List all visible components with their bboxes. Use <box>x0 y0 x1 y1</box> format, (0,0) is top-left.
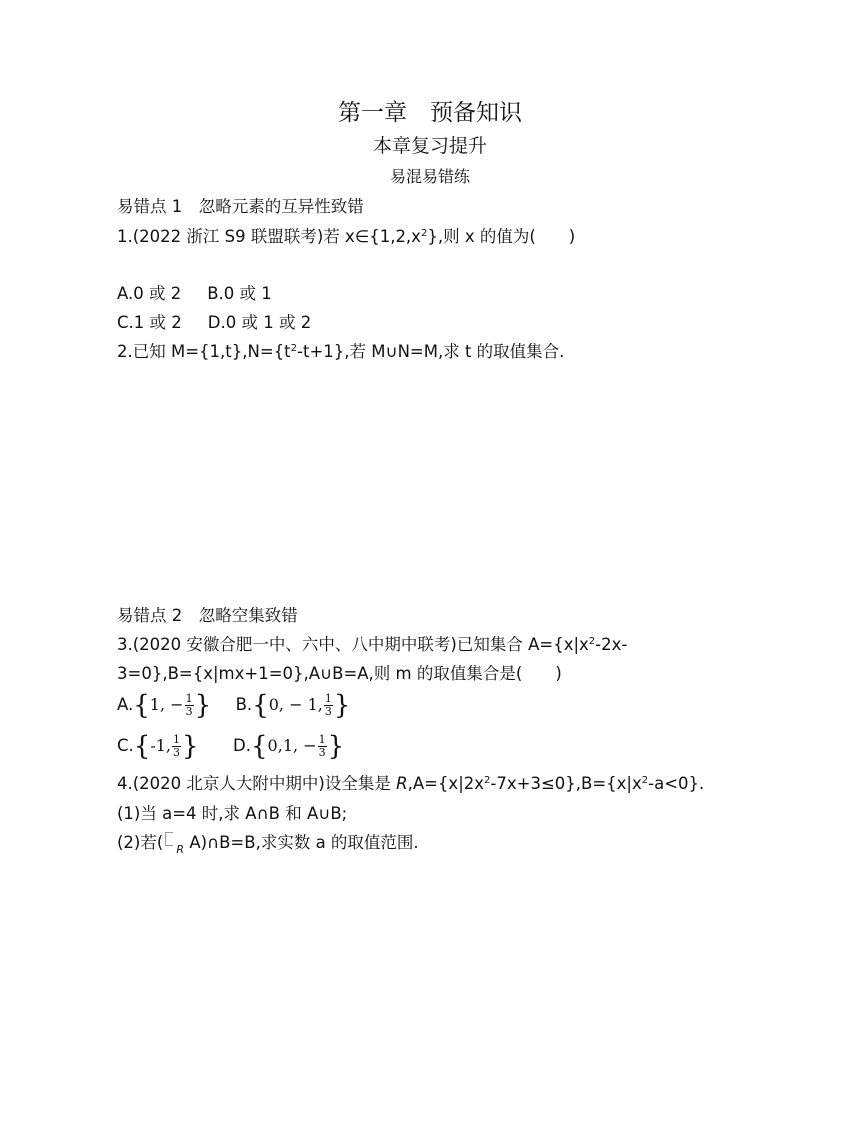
option-c-elements: -1, <box>150 736 171 755</box>
question-3-line-1 <box>117 633 627 657</box>
complement-subscript: R <box>176 843 184 856</box>
option-d: D.0 或 1 或 2 <box>207 313 312 332</box>
question-1-options-row-1 <box>117 282 272 306</box>
question-3-sup: 2 <box>588 636 596 647</box>
right-brace: } <box>194 690 212 721</box>
question-1-sup: 2 <box>420 228 428 239</box>
answer-blank-close: ) <box>568 227 576 246</box>
option-d-label: D. <box>233 736 251 755</box>
complement-symbol-icon <box>163 832 189 856</box>
fraction-numerator: 1 <box>173 733 180 746</box>
fraction-denominator: 3 <box>173 746 180 759</box>
question-4-part-1: (1)当 a=4 时,求 A∩B 和 A∪B; <box>117 804 348 823</box>
question-4-part-2-prefix: (2)若( <box>117 833 164 852</box>
answer-blank-close: ) <box>555 664 562 683</box>
option-c-label: C. <box>117 736 134 755</box>
question-1-prefix: 1.(2022 浙江 S9 联盟联考)若 x∈{1,2,x <box>117 227 421 246</box>
fraction-denominator: 3 <box>324 705 332 718</box>
question-2-prefix: 2.已知 M={1,t},N={t <box>117 342 291 361</box>
section-title: 本章复习提升 <box>372 135 487 157</box>
question-3-options-row-1 <box>117 690 351 721</box>
question-2 <box>117 340 564 364</box>
right-brace: } <box>182 731 199 762</box>
fraction <box>324 693 333 718</box>
option-a-label: A. <box>117 695 134 714</box>
question-4-suffix: -a<0}. <box>648 774 705 793</box>
question-3-line-1-suffix: -2x- <box>595 635 628 654</box>
fraction-numerator: 1 <box>185 692 193 705</box>
chapter-title: 第一章 预备知识 <box>338 100 522 126</box>
question-4-sup-2: 2 <box>641 775 649 786</box>
question-1 <box>117 225 575 249</box>
fraction <box>185 693 194 718</box>
question-2-sup: 2 <box>290 343 298 354</box>
answer-blank <box>536 227 569 246</box>
question-3-line-1-prefix: 3.(2020 安徽合肥一中、六中、八中期中联考)已知集合 A={x|x <box>117 635 589 654</box>
question-4-set-a: ,A={x|2x <box>407 774 485 793</box>
question-4-part-2 <box>117 831 419 855</box>
option-c: C.1 或 2 <box>117 313 182 332</box>
option-a: A.0 或 2 <box>117 284 182 303</box>
fraction-numerator: 1 <box>324 692 332 705</box>
option-b: B.0 或 1 <box>207 284 272 303</box>
question-1-suffix: },则 x 的值为( <box>427 227 536 246</box>
fraction <box>172 734 181 759</box>
left-brace: { <box>251 731 268 762</box>
left-brace: { <box>252 690 269 721</box>
error-point-2-heading: 易错点 2 忽略空集致错 <box>117 606 298 625</box>
question-3-options-row-2 <box>117 731 345 762</box>
question-4-prefix: 4.(2020 北京人大附中期中)设全集是 <box>117 774 397 793</box>
fraction-denominator: 3 <box>185 705 193 718</box>
left-brace: { <box>133 731 151 762</box>
question-1-options-row-2 <box>117 311 311 335</box>
question-3-line-2 <box>117 662 562 686</box>
question-4-sup-1: 2 <box>484 775 491 786</box>
right-brace: } <box>333 690 351 721</box>
fraction-numerator: 1 <box>318 733 326 746</box>
option-b-label: B. <box>235 695 253 714</box>
left-brace: { <box>133 690 150 721</box>
fraction-denominator: 3 <box>318 746 326 759</box>
question-2-suffix: -t+1},若 M∪N=M,求 t 的取值集合. <box>297 342 565 361</box>
question-4 <box>117 772 704 796</box>
error-point-1-heading: 易错点 1 忽略元素的互异性致错 <box>117 197 364 216</box>
question-4-set-b: -7x+3≤0},B={x|x <box>490 774 642 793</box>
question-4-part-2-suffix: A)∩B=B,求实数 a 的取值范围. <box>189 833 419 852</box>
fraction <box>318 734 327 759</box>
answer-blank <box>522 664 555 683</box>
option-a-elements: 1, − <box>149 695 184 714</box>
subsection-title: 易混易错练 <box>389 167 470 186</box>
question-3-line-2-text: 3=0},B={x|mx+1=0},A∪B=A,则 m 的取值集合是( <box>117 664 523 683</box>
real-set-symbol: R <box>396 774 408 793</box>
option-b-elements: 0, − 1, <box>268 695 323 714</box>
right-brace: } <box>327 731 345 762</box>
option-d-elements: 0,1, − <box>267 736 317 755</box>
